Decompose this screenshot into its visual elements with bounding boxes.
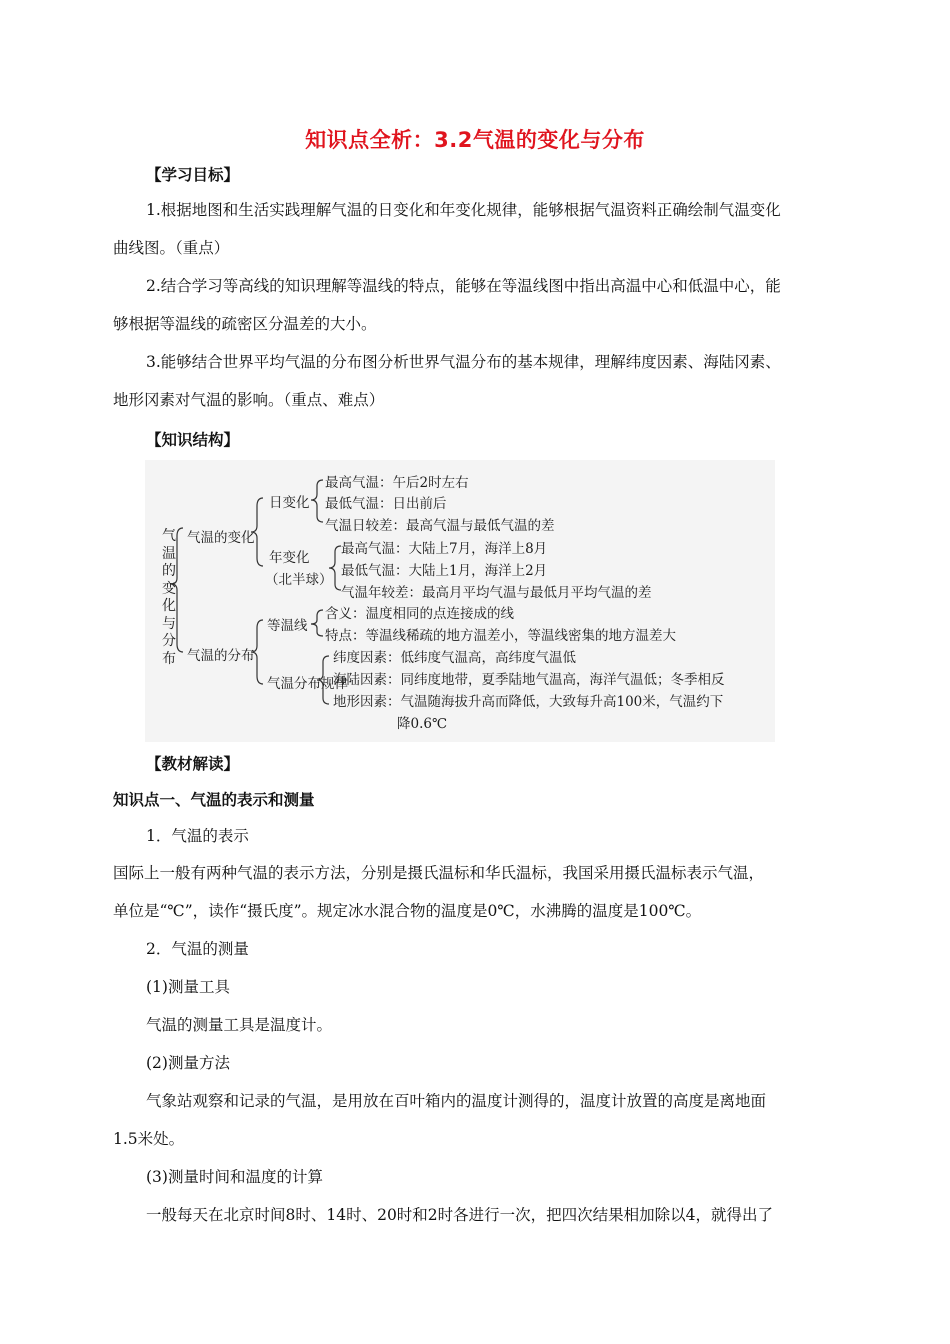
diagram-annual: 年变化 — [269, 550, 310, 566]
diagram-daily-item-2: 最低气温：日出前后 — [325, 496, 447, 512]
diagram-branch-change: 气温的变化 — [187, 530, 255, 546]
diagram-isotherm-item-2: 特点：等温线稀疏的地方温差小，等温线密集的地方温差大 — [325, 628, 676, 644]
goal-1-line-1: 1.根据地图和生活实践理解气温的日变化和年变化规律，能够根据气温资料正确绘制气温变化 — [146, 201, 781, 219]
diagram-annual-item-1: 最高气温：大陆上7月，海洋上8月 — [341, 541, 548, 557]
section-2-title: 2．气温的测量 — [146, 940, 249, 958]
diagram-branch-distribution: 气温的分布 — [187, 648, 255, 664]
goal-2-line-1: 2.结合学习等高线的知识理解等温线的特点，能够在等温线图中指出高温中心和低温中心，能 — [146, 277, 781, 295]
goal-1-line-2: 曲线图。（重点） — [113, 239, 230, 257]
diagram-daily-item-3: 气温日较差：最高气温与最低气温的差 — [325, 518, 555, 534]
diagram-daily: 日变化 — [269, 495, 310, 511]
goal-2-line-2: 够根据等温线的疏密区分温差的大小。 — [113, 315, 377, 333]
knowledge-point-1-heading: 知识点一、气温的表示和测量 — [113, 791, 315, 809]
diagram-law-item-1: 纬度因素：低纬度气温高，高纬度气温低 — [333, 650, 576, 666]
diagram-law: 气温分布规律 — [267, 676, 348, 692]
section-1-para-line-2: 单位是“℃”，读作“摄氏度”。规定冰水混合物的温度是0℃，水沸腾的温度是100℃。 — [113, 902, 702, 920]
diagram-law-item-2: 海陆因素：同纬度地带，夏季陆地气温高，海洋气温低；冬季相反 — [333, 672, 725, 688]
diagram-annual-item-3: 气温年较差：最高月平均气温与最低月平均气温的差 — [341, 585, 652, 601]
calc-para-line-1: 一般每天在北京时间8时、14时、20时和2时各进行一次，把四次结果相加除以4，就得出了 — [146, 1206, 774, 1224]
goal-3-line-2: 地形冈素对气温的影响。（重点、难点） — [113, 391, 385, 409]
page-title: 知识点全析：3.2气温的变化与分布 — [305, 128, 645, 152]
goal-3-line-1: 3.能够结合世界平均气温的分布图分析世界气温分布的基本规律，理解纬度因素、海陆冈素、 — [146, 353, 781, 371]
method-para-line-2: 1.5米处。 — [113, 1130, 185, 1148]
diagram-law-tail: 降0.6℃ — [397, 716, 448, 732]
diagram-root: 气温的变化与分布 — [162, 528, 176, 667]
diagram-annual-note: （北半球） — [265, 572, 333, 588]
diagram-daily-item-1: 最高气温：午后2时左右 — [325, 475, 469, 491]
section-1-title: 1．气温的表示 — [146, 827, 249, 845]
textbook-heading: 【教材解读】 — [146, 755, 240, 773]
tool-title: (1)测量工具 — [146, 978, 230, 996]
structure-heading: 【知识结构】 — [146, 431, 240, 449]
goals-heading: 【学习目标】 — [146, 166, 240, 184]
diagram-isotherm: 等温线 — [267, 618, 308, 634]
method-para-line-1: 气象站观察和记录的气温，是用放在百叶箱内的温度计测得的，温度计放置的高度是离地面 — [146, 1092, 767, 1110]
diagram-law-item-3: 地形因素：气温随海拔升高而降低，大致每升高100米，气温约下 — [333, 694, 724, 710]
method-title: (2)测量方法 — [146, 1054, 230, 1072]
diagram-isotherm-item-1: 含义：温度相同的点连接成的线 — [325, 606, 514, 622]
calc-title: (3)测量时间和温度的计算 — [146, 1168, 323, 1186]
knowledge-structure-diagram — [145, 460, 775, 742]
section-1-para-line-1: 国际上一般有两种气温的表示方法，分别是摄氏温标和华氏温标，我国采用摄氏温标表示气温， — [113, 864, 765, 882]
diagram-annual-item-2: 最低气温：大陆上1月，海洋上2月 — [341, 563, 548, 579]
tool-text: 气温的测量工具是温度计。 — [146, 1016, 333, 1034]
